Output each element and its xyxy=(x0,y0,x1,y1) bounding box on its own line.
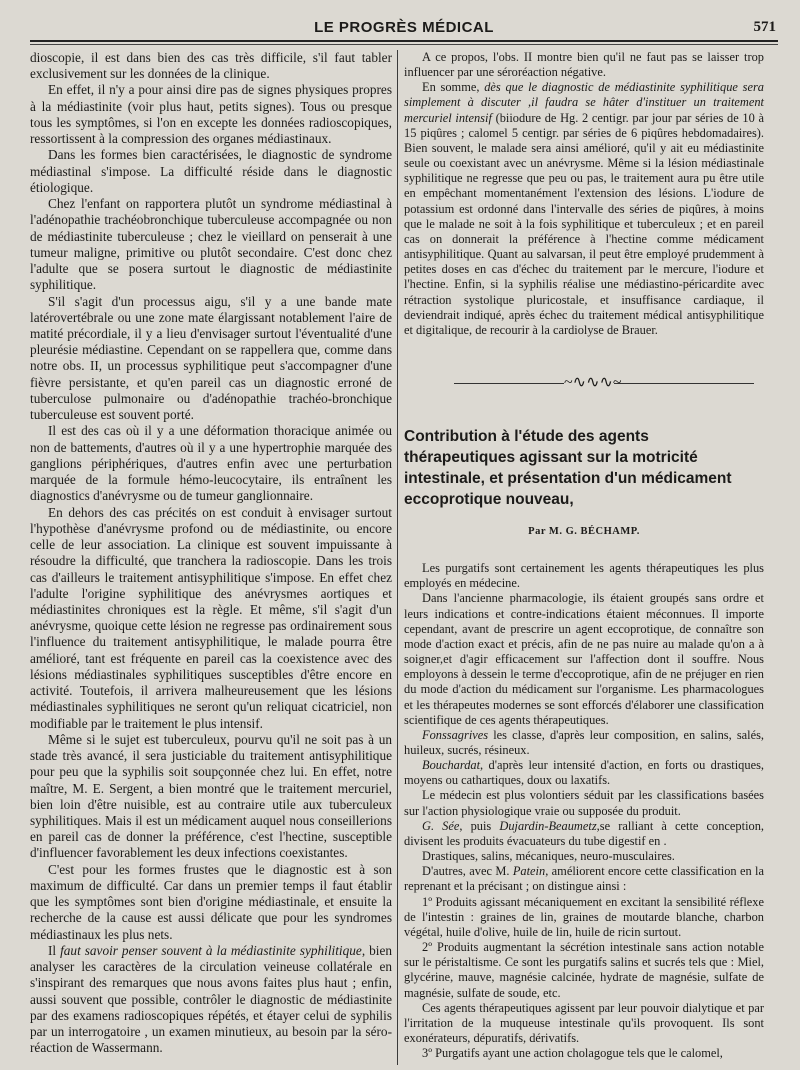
byline-prefix: Par xyxy=(528,525,546,537)
text-run: (biiodure de Hg. 2 centigr. par jour par séries de 10 à 15 piqûres ; calomel 5 centigr. par séries de 6 piqûres hebdomadaires). Bien souvent, le malade sera ainsi amélioré, qu'il y ait eu médiastinite seule ou coexistant avec un anévrysme. Même si la lésion médiastinale syphilitique ne regresse que peu ou pas, le traitement aura pu être utile en empêchant momentanément l'extension des lésions. L'iodure de potassium est ordonné dans l'intervalle des séries de piqûres, à moins que le malade ne soit à la fois syphilitique et tuberculeux ; et en pareil cas on donnerait la préférence à l'hectine comme médicament antisyphilitique. Quant au salvarsan, il peut être employé prudemment à petites doses en cas d'échec du traitement par le mercure, l'iodure et l'hectine. Enfin, si la syphilis réalise une médiastino-péricardite avec rétraction systolique pluricostale, et insuffisance cardiaque, il deviendrait indiqué, après échec du traitement médical antisyphilitique et digitalique, de recourir à la cardiolyse de Brauer. xyxy=(404,110,764,337)
section-ornament xyxy=(404,374,764,394)
emphasis: G. Sée xyxy=(422,818,460,833)
paragraph: Il est des cas où il y a une déformation thoracique animée ou non de battements, d'autres où il y a une hypertrophie marquée des ganglions périphériques, d'autres enfin avec une perturbation marquée de la formule hémo-leucocytaire, ils entraînent les diagnostics d'anévrysme ou de tumeur ganglionnaire. xyxy=(30,423,392,504)
paragraph xyxy=(404,864,764,894)
header-rule xyxy=(30,44,778,45)
text-run: ,se ralliant à cette conception, divisent les produits évacuateurs du tube digestif en . xyxy=(404,818,764,848)
paragraph: A ce propos, l'obs. II montre bien qu'il ne faut pas se laisser trop influencer par une séroréaction négative. xyxy=(404,50,764,80)
page-number: 571 xyxy=(753,19,776,35)
paragraph: C'est pour les formes frustes que le diagnostic est à son maximum de difficulté. Car dans un premier temps il faut établir que les symptômes sont bien d'origine médiastinale, et ensuite la recherche de la cause est aussi délicate que pour les syndromes médiastinaux les plus nets. xyxy=(30,861,392,942)
paragraph: Le médecin est plus volontiers séduit par les classifications basées sur l'action physiologique vraie ou supposée du produit. xyxy=(404,788,764,818)
text-run: , d'après leur intensité d'action, en forts ou drastiques, moyens ou cathartiques, doux ou laxatifs. xyxy=(404,758,764,788)
paragraph: En dehors des cas précités on est conduit à envisager surtout l'hypothèse d'anévrysme profond ou de médiastinite, ou encore celle de leur association. La clinique est souvent impuissante à résoudre la difficulté, que tranchera la radioscopie. Dans les trois cas d'ailleurs le traitement antisyphilitique s'impose. En effet chez l'adulte l'origine syphilitique des anévrysmes aortiques et médiastinites chroniques est la règle. Et même, s'il s'agit d'un anévrysme, quoique cette lésion ne regresse pas ordinairement sous l'influence du traitement antisyphilitique, le malade pourra être amélioré, tant est fréquente en pareil cas la coexistence avec des lésions médiastinales syphilitiques susceptibles d'être encore en activité. Toutefois, il arrivera malheureusement que les lésions médiastinales syphilitiques ne seront qu'un reliquat cicatriciel, non modifiable par le traitement le plus intensif. xyxy=(30,504,392,731)
text-run: les classe, d'après leur composition, en salins, salés, huileux, sucrés, résineux. xyxy=(404,727,764,757)
emphasis: Patein xyxy=(512,864,546,879)
column-divider xyxy=(397,50,398,1065)
left-column xyxy=(30,50,392,1057)
emphasis: Bouchardat xyxy=(422,758,481,773)
paragraph: Ces agents thérapeutiques agissent par leur pouvoir dialytique et par l'irritation de la muqueuse intestinale qu'ils provoquent. Ils sont exonérateurs, dépuratifs, dérivatifs. xyxy=(404,1000,764,1045)
paragraph xyxy=(404,728,764,758)
paragraph xyxy=(30,943,392,1057)
paragraph xyxy=(404,80,764,338)
text-run: D'autres, avec M. xyxy=(422,864,513,879)
ornament-flourish: ~∿∿∿~ xyxy=(564,374,614,394)
paragraph: dioscopie, il est dans bien des cas très difficile, s'il faut tabler exclusivement sur les données de la clinique. xyxy=(30,50,392,82)
paragraph: 2º Produits augmentant la sécrétion intestinale sans action notable sur le péristaltisme. Ce sont les purgatifs salins et sucrés tels que : Miel, glycérine, mauve, magnésie calcinée, hydrate de magnésie, sulfate de magnésie, sulfate de soude, etc. xyxy=(404,940,764,1000)
paragraph: Dans les formes bien caractérisées, le diagnostic de syndrome médiastinal s'impose. La difficulté réside dans le diagnostic étiologique. xyxy=(30,147,392,195)
paragraph: Les purgatifs sont certainement les agents thérapeutiques les plus employés en médecine. xyxy=(404,561,764,591)
paragraph: Même si le sujet est tuberculeux, pourvu qu'il ne soit pas à un stade très avancé, il sera justiciable du traitement antisyphilitique pour peu que la syphilis soit soupçonnée chez lui. En effet, notre maître, M. E. Sergent, a bien montré que le traitement mercuriel, bien loin d'être nuisible, est au contraire utile aux tuberculeux syphilitiques. Mais il est un médicament auquel nous conseillerions en pareil cas de donner la préférence, c'est l'hectine, susceptible d'influencer favorablement les deux infections coexistantes. xyxy=(30,731,392,861)
text-run: , puis xyxy=(459,818,500,833)
article-title: Contribution à l'étude des agents thérapeutiques agissant sur la motricité intestinale, et présentation d'un médicament eccoprotique nouveau, xyxy=(404,427,732,508)
text-run: , bien analyser les caractères de la circulation veineuse collatérale en s'inspirant des remarques que nous avons faites plus haut ; enfin, aussi souvent que possible, contrôler le diagnostic de médiastinite par des examens radioscopiques répétés, et étayer celui de syphilis par un interrogatoire , un examen minutieux, au besoin par la séro-réaction de Wassermann. xyxy=(30,942,393,1056)
paragraph xyxy=(404,758,764,788)
paragraph: En effet, il n'y a pour ainsi dire pas de signes physiques propres à la médiastinite (voir plus haut, petits signes). Tous ou presque tous les symptômes, si l'on en excepte les données radioscopiques, ressortissent à la compression des organes médiastinaux. xyxy=(30,82,392,147)
article-byline xyxy=(404,524,764,539)
paragraph: 1º Produits agissant mécaniquement en excitant la sensibilité réflexe de l'intestin : graines de lin, graines de moutarde blanche, charbon végétal, huile d'olive, huile de lin, huile de ricin surtout. xyxy=(404,894,764,939)
byline-author: M. G. BÉCHAMP. xyxy=(548,525,640,537)
emphasis: dès que le diagnostic de médiastinite syphilitique sera simplement à discuter ,il faudra se hâter d'instituer un traitement mercuriel intensif xyxy=(404,80,764,125)
paragraph xyxy=(404,819,764,849)
paragraph: 3º Purgatifs ayant une action cholagogue tels que le calomel, xyxy=(422,1046,723,1061)
text-run: En somme, xyxy=(422,80,485,95)
emphasis: Fonssagrives xyxy=(422,727,489,742)
text-run: Il xyxy=(48,942,61,958)
running-header xyxy=(30,18,778,42)
paragraph: Chez l'enfant on rapportera plutôt un syndrome médiastinal à l'adénopathie trachéobronchique tuberculeuse accompagnée ou non de médiastinite tuberculeuse ; chez le vieillard on penserait à une tumeur maligne, primitive ou plutôt secondaire. C'est donc chez l'adulte que se posera surtout le diagnostic de médiastinite syphilitique. xyxy=(30,196,392,293)
right-column xyxy=(404,50,764,1061)
paragraph: Dans l'ancienne pharmacologie, ils étaient groupés sans ordre et leurs indications et contre-indications étaient méconnues. Il importe cependant, avant de prescrire un agent eccoprotique, de connaître son mode d'action exact et précis, afin de ne pas nuire au malade qu'on a à soigner,et d'agir efficacement sur l'affection dont il souffre. Nous employons à dessein le terme d'eccoprotique, afin de ne préjuger en rien du mode d'action du médicament sur l'organisme. Les pharmacologues et les thérapeutes modernes se sont efforcés d'élaborer une classification scientifique de ces agents thérapeutiques. xyxy=(404,591,764,727)
journal-title: LE PROGRÈS MÉDICAL xyxy=(314,19,494,36)
paragraph: S'il s'agit d'un processus aigu, s'il y a une bande mate latérovertébrale ou une zone mate élargissant notablement l'aire de matité précordiale, il y a lieu d'envisager surtout l'éventualité d'une pleurésie médiastine. Cependant on se rappellera que, comme dans notre obs. II, un processus syphilitique peut s'accompagner d'une fièvre persistante, et qu'en pareil cas un diagnostic erroné de tuberculose pulmonaire ou d'adénopathie trachéo-bronchique tuberculeuse est souvent porté. xyxy=(30,293,392,423)
emphasis: Dujardin-Beaumetz xyxy=(499,818,597,833)
text-run: , améliorent encore cette classification en la reprenant et la précisant ; on distingue ainsi : xyxy=(404,864,765,894)
emphasis: faut savoir penser souvent à la médiastinite syphilitique xyxy=(60,942,362,958)
paragraph: Drastiques, salins, mécaniques, neuro-musculaires. xyxy=(422,849,675,864)
